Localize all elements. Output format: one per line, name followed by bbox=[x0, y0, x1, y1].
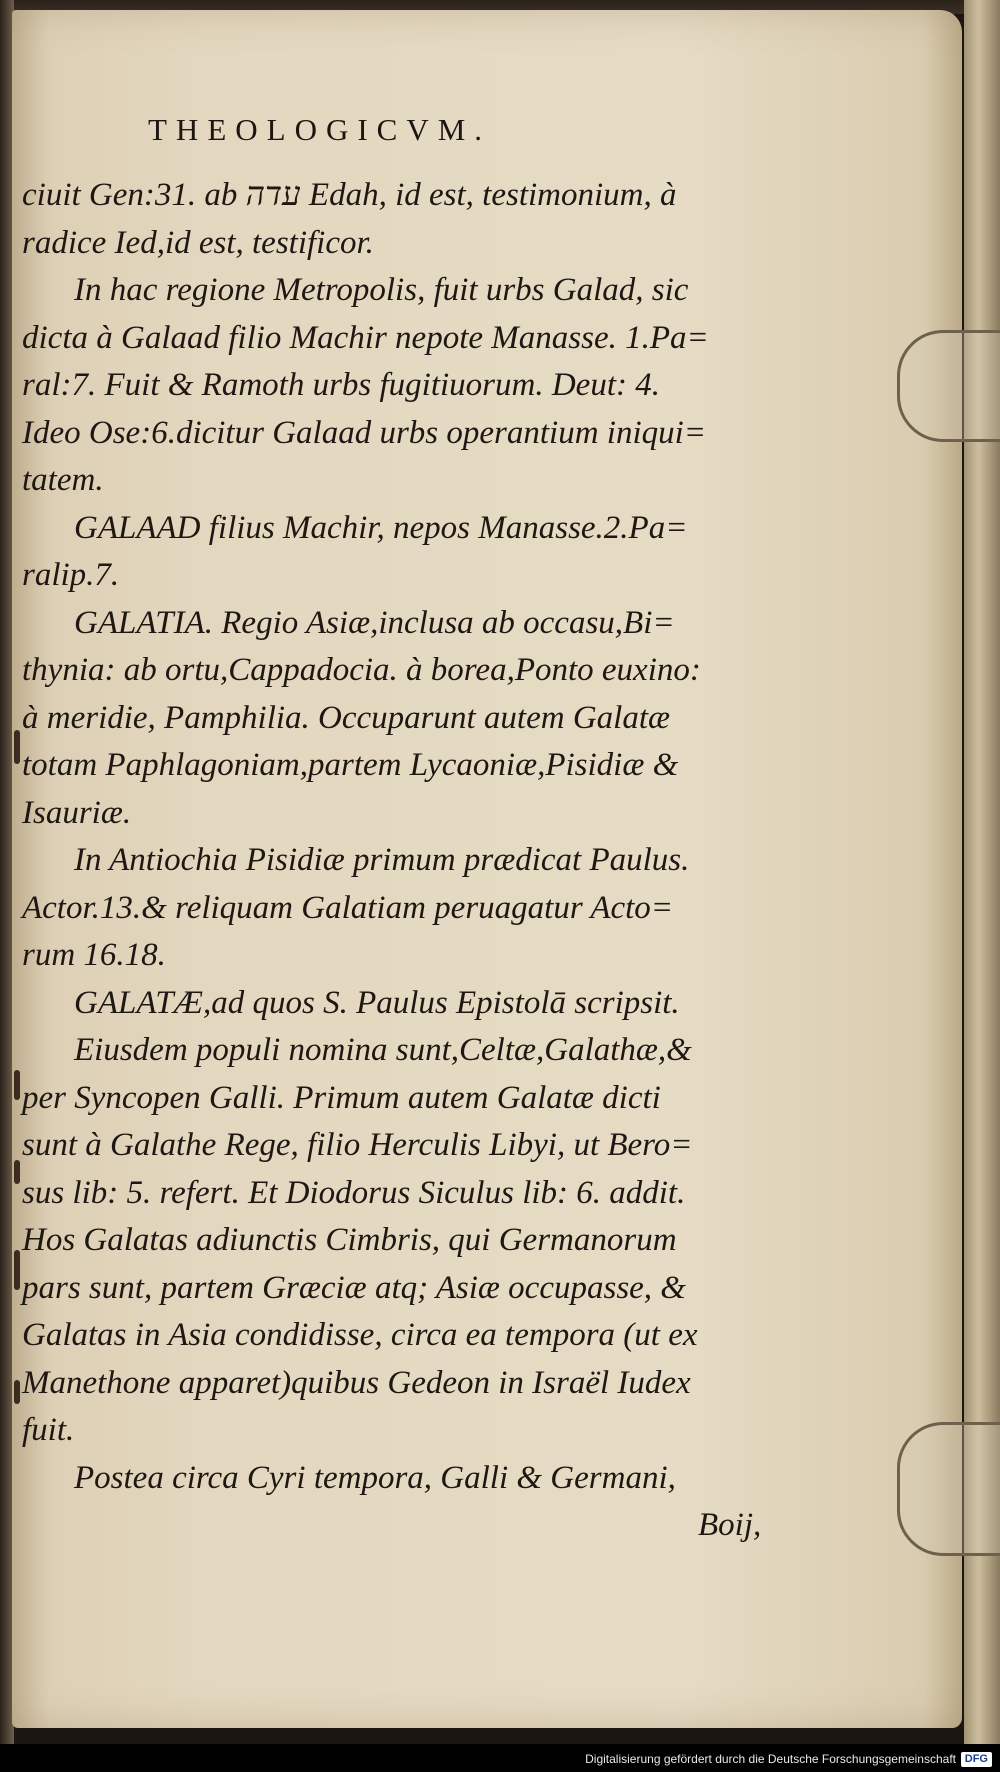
text-line: totam Paphlagoniam,partem Lycaoniæ,Pisidiæ & bbox=[22, 747, 679, 783]
text-line: In Antiochia Pisidiæ primum prædicat Paulus. bbox=[74, 842, 690, 878]
text-line: à meridie, Pamphilia. Occuparunt autem Galatæ bbox=[22, 699, 671, 736]
text-line: Eiusdem populi nomina sunt,Celtæ,Galathæ,& bbox=[74, 1032, 692, 1068]
running-head: THEOLOGICVM. bbox=[148, 112, 492, 147]
text-line: per Syncopen Galli. Primum autem Galatæ dicti bbox=[22, 1079, 661, 1116]
text-line: GALATIA. Regio Asiæ,inclusa ab occasu,Bi= bbox=[74, 604, 675, 641]
text-line: Manethone apparet)quibus Gedeon in Israël Iudex bbox=[22, 1364, 691, 1401]
text-line: GALATÆ,ad quos S. Paulus Epistolā scripsit. bbox=[74, 984, 680, 1021]
text-line: dicta à Galaad filio Machir nepote Manasse. 1.Pa= bbox=[22, 319, 709, 356]
text-line: radice Ied,id est, testificor. bbox=[22, 224, 374, 261]
text-line: GALAAD filius Machir, nepos Manasse.2.Pa= bbox=[74, 509, 688, 546]
text-line: Postea circa Cyri tempora, Galli & Germani, bbox=[74, 1459, 676, 1496]
text-line: sus lib: 5. refert. Et Diodorus Siculus lib: 6. addit. bbox=[22, 1174, 686, 1211]
text-line: tatem. bbox=[22, 462, 104, 498]
text-line: Actor.13.& reliquam Galatiam peruagatur Acto= bbox=[22, 889, 674, 926]
dfg-logo: DFG bbox=[961, 1752, 992, 1767]
text-line: Hos Galatas adiunctis Cimbris, qui Germanorum bbox=[22, 1222, 677, 1258]
text-line: fuit. bbox=[22, 1412, 75, 1448]
text-line: sunt à Galathe Rege, filio Herculis Libyi, ut Bero= bbox=[22, 1127, 693, 1163]
text-line: ral:7. Fuit & Ramoth urbs fugitiuorum. Deut: 4. bbox=[22, 367, 660, 403]
text-line: pars sunt, partem Græciæ atq; Asiæ occupasse, & bbox=[22, 1269, 686, 1306]
clasp-loop-upper bbox=[897, 330, 1000, 442]
text-line: Isauriæ. bbox=[22, 794, 132, 831]
body-text bbox=[22, 172, 782, 1550]
text-line: rum 16.18. bbox=[22, 937, 166, 973]
text-line: Ideo Ose:6.dicitur Galaad urbs operantium iniqui= bbox=[22, 414, 707, 451]
text-line: Galatas in Asia condidisse, circa ea tempora (ut ex bbox=[22, 1317, 698, 1353]
clasp-loop-lower bbox=[897, 1422, 1000, 1556]
text-line: In hac regione Metropolis, fuit urbs Galad, sic bbox=[74, 272, 689, 308]
catchword: Boij, bbox=[698, 1507, 762, 1543]
text-line: ralip.7. bbox=[22, 557, 120, 593]
text-line: thynia: ab ortu,Cappadocia. à borea,Ponto euxino: bbox=[22, 652, 701, 688]
text-line: ciuit Gen:31. ab עדה Edah, id est, testimonium, à bbox=[22, 177, 677, 213]
footer-credit: Digitalisierung gefördert durch die Deutsche Forschungsgemeinschaft bbox=[585, 1752, 956, 1766]
